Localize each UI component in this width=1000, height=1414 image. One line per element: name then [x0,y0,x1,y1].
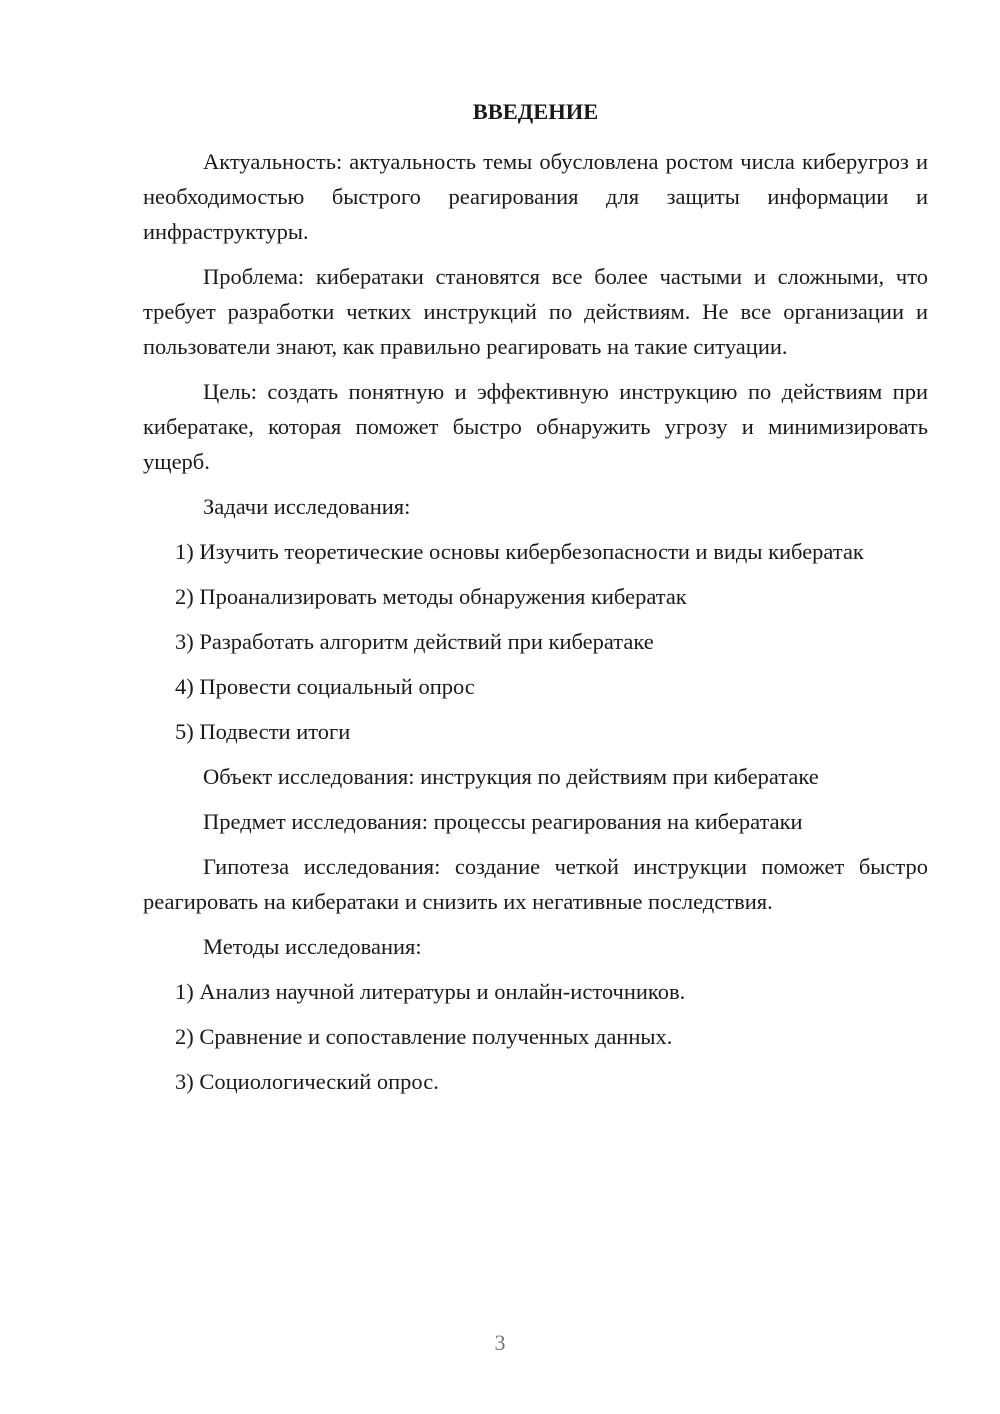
relevance-paragraph: Актуальность: актуальность темы обусловлена ростом числа киберугроз и необходимостью быстрого реагирования для защиты информации и инфраструктуры. [143,149,928,244]
tasks-heading: Задачи исследования: [203,494,411,519]
task-item-3: 3) Разработать алгоритм действий при кибератаке [175,629,654,654]
task-item-4: 4) Провести социальный опрос [175,674,475,699]
task-item-5: 5) Подвести итоги [175,719,351,744]
page-content [143,94,928,1109]
subject-paragraph: Предмет исследования: процессы реагирования на кибератаки [203,809,803,834]
section-title: ВВЕДЕНИЕ [472,99,599,124]
task-item-2: 2) Проанализировать методы обнаружения кибератак [175,584,687,609]
page-number: 3 [494,1330,506,1355]
methods-heading: Методы исследования: [203,934,422,959]
task-item-1: 1) Изучить теоретические основы кибербезопасности и виды кибератак [175,539,864,564]
method-item-3: 3) Социологический опрос. [175,1069,439,1094]
object-paragraph: Объект исследования: инструкция по действиям при кибератаке [203,764,819,789]
goal-paragraph: Цель: создать понятную и эффективную инструкцию по действиям при кибератаке, которая поможет быстро обнаружить угрозу и минимизировать ущерб. [143,379,928,474]
method-item-2: 2) Сравнение и сопоставление полученных данных. [175,1024,673,1049]
problem-paragraph: Проблема: кибератаки становятся все более частыми и сложными, что требует разработки четких инструкций по действиям. Не все организации и пользователи знают, как правильно реагировать на такие ситуации. [143,264,928,359]
hypothesis-paragraph: Гипотеза исследования: создание четкой инструкции поможет быстро реагировать на кибератаки и снизить их негативные последствия. [143,854,928,914]
method-item-1: 1) Анализ научной литературы и онлайн-источников. [175,979,686,1004]
